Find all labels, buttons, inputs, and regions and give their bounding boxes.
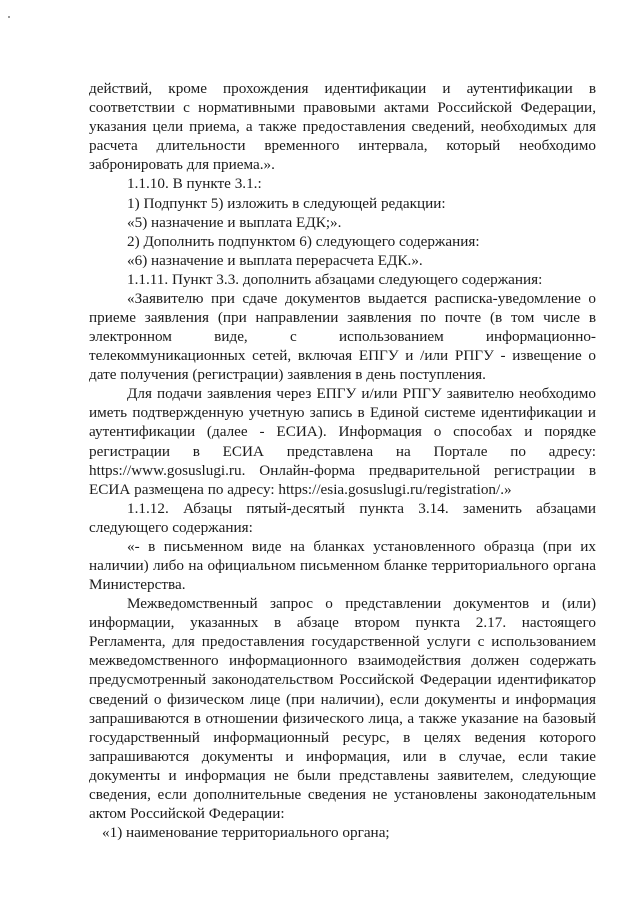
text-line: 2) Дополнить подпунктом 6) следующего содержания:: [127, 232, 480, 250]
text-line: иметь подтвержденную учетную запись в Единой системе идентификации и: [89, 404, 596, 422]
text-line: «1) наименование территориального органа;: [102, 824, 390, 841]
text-line: сведений о физическом лице (при наличии), если документы и информация: [89, 690, 596, 708]
text-line: актом Российской Федерации:: [89, 804, 285, 822]
text-line: телекоммуникационных сетей, включая ЕПГУ и /или РПГУ - извещение о: [89, 347, 596, 365]
text-line: Для подачи заявления через ЕПГУ и/или РПГУ заявителю необходимо: [127, 385, 596, 403]
text-line: государственный информационный ресурс, в целях ведения которого: [89, 728, 596, 746]
text-line: межведомственного информационного взаимодействия должен содержать: [89, 652, 596, 670]
text-line: 1) Подпункт 5) изложить в следующей редакции:: [127, 194, 446, 212]
text-line: запрашиваются документы и информация, или в случае, если такие: [89, 747, 596, 765]
text-line: забронировать для приема.».: [89, 156, 275, 174]
text-line: предусмотренный законодательством Российской Федерации идентификатор: [89, 671, 596, 689]
text-line: https://www.gosuslugi.ru. Онлайн-форма предварительной регистрации в: [89, 461, 596, 479]
text-line: следующего содержания:: [89, 518, 253, 536]
text-line: «Заявителю при сдаче документов выдается расписка-уведомление о: [127, 289, 596, 307]
text-line: наличии) либо на официальном письменном бланке территориального органа: [89, 556, 596, 574]
text-line: соответствии с нормативными правовыми актами Российской Федерации,: [89, 99, 596, 117]
text-line: расчета длительности временного интервала, который необходимо: [89, 137, 596, 155]
text-line: дате получения (регистрации) заявления в день поступления.: [89, 366, 486, 384]
text-line: 1.1.10. В пункте 3.1.:: [127, 175, 262, 193]
text-line: Регламента, для предоставления государственной услуги с использованием: [89, 633, 596, 651]
text-line: 1.1.12. Абзацы пятый-десятый пункта 3.14. заменить абзацами: [127, 499, 596, 517]
scan-speck: [8, 16, 10, 18]
text-line: регистрации в ЕСИА представлена на Портале по адресу:: [89, 442, 596, 460]
text-line: указания цели приема, а также предоставления сведений, необходимых для: [89, 118, 596, 136]
text-line: приеме заявления (при направлении заявления по почте (в том числе в: [89, 308, 596, 326]
text-line: документы и информация не были представлены заявителем, следующие: [89, 766, 596, 784]
text-line: информации, указанных в абзаце втором пункта 2.17. настоящего: [89, 614, 596, 632]
text-line: «5) назначение и выплата ЕДК;».: [127, 213, 342, 231]
text-line: электронном виде, с использованием информационно-: [89, 328, 596, 345]
text-line: 1.1.11. Пункт 3.3. дополнить абзацами следующего содержания:: [127, 270, 543, 288]
text-line: аутентификации (далее - ЕСИА). Информация о способах и порядке: [89, 423, 596, 441]
text-line: действий, кроме прохождения идентификации и аутентификации в: [89, 80, 596, 97]
text-line: ЕСИА размещена по адресу: https://esia.gosuslugi.ru/registration/.»: [89, 480, 512, 498]
text-line: Министерства.: [89, 576, 186, 593]
text-line: «- в письменном виде на бланках установленного образца (при их: [127, 537, 596, 555]
text-line: «6) назначение и выплата перерасчета ЕДК.».: [127, 251, 423, 269]
text-line: Межведомственный запрос о представлении документов и (или): [127, 595, 596, 613]
text-line: запрашиваются в отношении физического лица, а также указание на базовый: [89, 709, 596, 727]
text-line: сведения, если дополнительные сведения не установлены законодательным: [89, 785, 596, 803]
